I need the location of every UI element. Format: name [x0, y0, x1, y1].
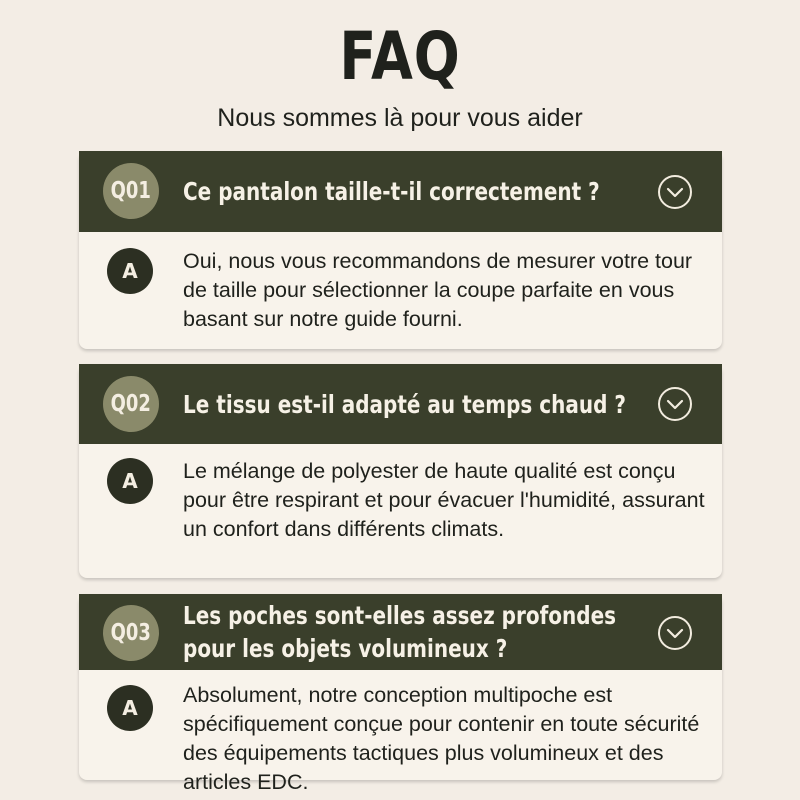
question-text: Ce pantalon taille-t-il correctement ?: [183, 177, 600, 206]
chevron-down-icon[interactable]: [658, 387, 692, 421]
faq-item-2: [79, 364, 722, 578]
faq-question-bar-1[interactable]: [79, 151, 722, 232]
question-number-badge: Q03: [103, 605, 159, 661]
page-subtitle: Nous sommes là pour vous aider: [217, 104, 583, 132]
chevron-down-icon[interactable]: [658, 616, 692, 650]
question-number-badge: Q02: [103, 376, 159, 432]
chevron-down-icon[interactable]: [658, 175, 692, 209]
question-text: Le tissu est-il adapté au temps chaud ?: [183, 390, 626, 419]
faq-question-bar-2[interactable]: [79, 364, 722, 444]
answer-text: Le mélange de polyester de haute qualité est conçu pour être respirant et pour évacuer l'humidité, assurant un confort dans différents climats.: [183, 459, 705, 541]
answer-badge: A: [107, 248, 153, 294]
page-title: FAQ: [339, 18, 461, 95]
faq-item-3: [79, 594, 722, 794]
question-text: Les poches sont-elles assez profondes pour les objets volumineux ?: [183, 601, 617, 663]
faq-item-1: [79, 151, 722, 349]
faq-question-bar-3[interactable]: [79, 594, 722, 670]
answer-text: Absolument, notre conception multipoche est spécifiquement conçue pour contenir en toute sécurité des équipements tactiques plus volumineux et des articles EDC.: [183, 683, 700, 794]
answer-badge: A: [107, 458, 153, 504]
answer-text: Oui, nous vous recommandons de mesurer votre tour de taille pour sélectionner la coupe parfaite en vous basant sur notre guide fourni.: [183, 249, 693, 331]
answer-badge: A: [107, 685, 153, 731]
question-number-badge: Q01: [103, 163, 159, 219]
